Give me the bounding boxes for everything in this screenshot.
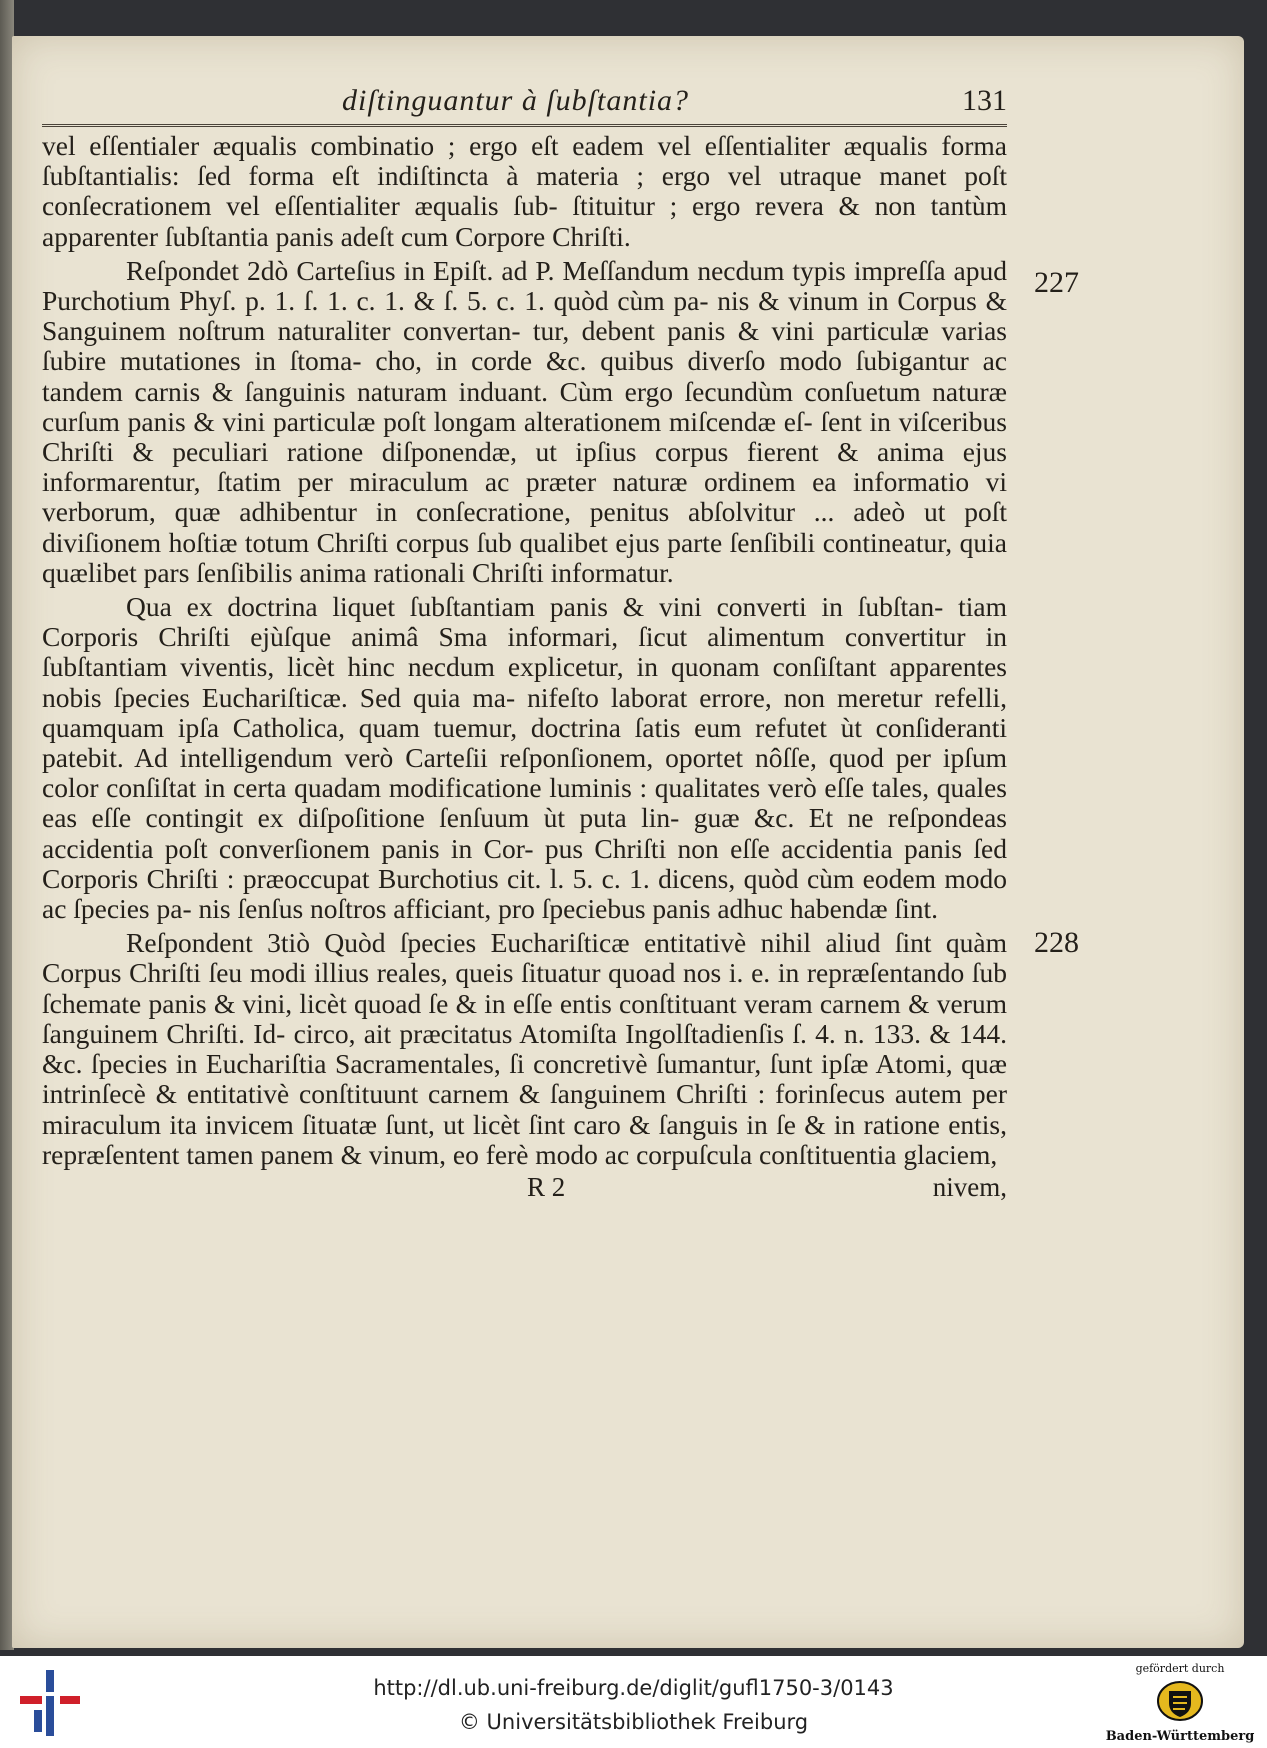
text-line: ſtituitur ; ergo revera & non tantùm apparenter ſubſtantia panis adeſt	[42, 190, 1008, 252]
text-body	[42, 130, 1079, 1170]
text-line: guæ &c. Et ne reſpondeas accidentia poſt converſionem panis in Cor-	[42, 802, 1007, 864]
text-line: i. e. in repræſentando ſub ſchemate panis & vini, licèt quoad ſe & in	[42, 957, 1008, 1019]
paragraph	[42, 926, 1079, 1170]
text-line: nifeſto laborat errore, non meretur refelli, quamquam ipſa Catholica,	[42, 681, 1007, 743]
text-line: cum Corpore Chriſti.	[400, 220, 631, 252]
page-number: 131	[962, 84, 1007, 117]
text-line: totum Chriſti corpus ſub qualibet ejus parte ſenſibili contineatur, quia	[244, 526, 1008, 558]
text-line: pus Chriſti non eſſe accidentia panis ſed Corporis Chriſti : præoccupat	[42, 832, 1007, 894]
text-line: Reſpondent 3tiò Quòd ſpecies Euchariſticæ entitativè nihil aliud	[126, 927, 881, 959]
text-line: licèt ſint caro & ſanguis in ſe & in ratione entis, repræſentent tamen	[42, 1108, 1008, 1170]
text-line: in conſecratione, penitus abſolvitur ... adeò ut poſt diviſionem hoſtiæ	[42, 496, 1008, 558]
viewer-footer	[0, 1656, 1267, 1748]
catchword: nivem,	[932, 1171, 1007, 1202]
text-line: Atomi, quæ intrinſecè & entitativè conſtituunt carnem & ſanguinem	[42, 1048, 1008, 1110]
paragraph	[42, 131, 1007, 252]
signature-mark: R 2	[527, 1171, 566, 1202]
book-page	[12, 36, 1244, 1648]
text-line: nis & vinum in Corpus & Sanguinem noſtrum naturaliter convertan-	[42, 285, 1007, 347]
text-line: intelligendum verò Carteſii reſponſionem, oportet nôſſe, quod per ipſum	[179, 742, 1008, 774]
margin-section-number: 227	[1034, 265, 1079, 299]
text-line: Burchotius cit. l. 5. c. 1. dicens, quòd cùm eodem modo ac ſpecies pa-	[42, 862, 1007, 925]
text-line: cho, in corde &c. quibus diverſo modo ſubigantur ac tandem carnis	[42, 345, 1008, 407]
text-line: impreſſa apud Purchotium Phyſ. p. 1. ſ. 1. c. 1. & ſ. 5. c. 1. quòd cùm pa-	[42, 254, 1008, 317]
document-url[interactable]: http://dl.ub.uni-freiburg.de/diglit/gufl1750-3/0143	[373, 1676, 894, 1700]
sponsor-label: gefördert durch	[1135, 1662, 1225, 1675]
sponsor-name: Baden-Württemberg	[1105, 1729, 1255, 1744]
sponsor-block[interactable]	[1105, 1662, 1255, 1744]
text-line: Reſpondet 2dò Carteſius in Epiſt. ad P. Meſſandum necdum typis	[126, 254, 846, 286]
text-line: præter naturæ ordinem ea informatio vi verborum, quæ adhibentur	[42, 466, 1007, 528]
text-line: convertitur in ſubſtantiam viventis, licèt hinc necdum explicetur, in	[42, 621, 1008, 683]
text-line: Chriſti : forinſecus autem per miraculum ita invicem ſituatæ ſunt, ut	[42, 1078, 1008, 1140]
text-line: eſſe tales, quales eas eſſe contingit ex diſpoſitione ſenſuum ùt puta lin-	[42, 772, 1007, 834]
text-line: vel utraque manet poſt conſecrationem vel eſſentialiter æqualis ſub-	[42, 160, 1007, 222]
text-line: quælibet pars ſenſibilis anima rationali Chriſti informatur.	[42, 556, 674, 588]
text-line: Qua ex doctrina liquet ſubſtantiam panis & vini converti in ſubſtan-	[126, 591, 944, 623]
text-line: & ſanguinis naturam induant. Cùm ergo ſecundùm conſuetum naturæ	[211, 375, 1008, 407]
text-line: ſint quàm Corpus Chriſti ſeu modi illius reales, queis ſituatur quoad nos	[42, 927, 1007, 989]
text-line: vel eſſentialer æqualis combinatio ; ergo eſt eadem vel eſſentialiter	[42, 130, 831, 161]
page-content	[42, 84, 1079, 1208]
text-line: quam tuemur, doctrina ſatis eum refutet ùt conſideranti patebit. Ad	[42, 711, 1008, 774]
page-footer	[42, 1172, 1007, 1208]
paragraph	[42, 254, 1079, 588]
text-line: panem & vinum, eo ferè modo ac corpuſcula conſtituentia glaciem,	[260, 1138, 998, 1170]
text-line: circo, ait præcitatus Atomiſta Ingolſtadienſis ſ. 4. n. 133. & 144. &c.	[42, 1017, 1007, 1080]
text-line: ſpecies in Euchariſtia Sacramentales, ſi concretivè ſumantur, ſunt ipſæ	[91, 1048, 869, 1080]
text-line: quonam conſiſtant apparentes nobis ſpecies Euchariſticæ. Sed quia ma-	[42, 651, 1007, 713]
text-line: curſum panis & vini particulæ poſt longam alterationem miſcendæ eſ-	[42, 405, 813, 437]
text-line: æqualis forma ſubſtantialis: ſed forma eſt indiſtincta à materia ; ergo	[42, 130, 1007, 192]
text-line: tiam Corporis Chriſti ejùſque animâ Sma informari, ſicut alimentum	[42, 591, 1007, 653]
text-line: corpus fierent & anima ejus informarentur, ſtatim per miraculum ac	[42, 436, 1007, 498]
text-line: ſent in viſceribus Chriſti & peculiari ratione diſponendæ, ut ipſius	[42, 405, 1008, 468]
copyright-notice: © Universitätsbibliothek Freiburg	[458, 1710, 809, 1734]
state-crest-icon	[1155, 1679, 1205, 1723]
margin-section-number: 228	[1034, 926, 1079, 960]
running-head	[42, 84, 1007, 127]
paragraph	[42, 592, 1007, 924]
text-line: color conſiſtat in certa quadam modificatione luminis : qualitates verò	[42, 772, 817, 804]
text-line: eſſe entis conſtituant veram carnem & verum ſanguinem Chriſti. Id-	[42, 987, 1007, 1049]
text-line: tur, debent panis & vini particulæ varias ſubire mutationes in ſtoma-	[42, 315, 1008, 377]
running-title: diſtinguantur à ſubſtantia?	[342, 84, 690, 117]
text-line: nis ſenſus noſtros afficiant, pro ſpeciebus panis adhuc habendæ ſint.	[198, 893, 939, 925]
